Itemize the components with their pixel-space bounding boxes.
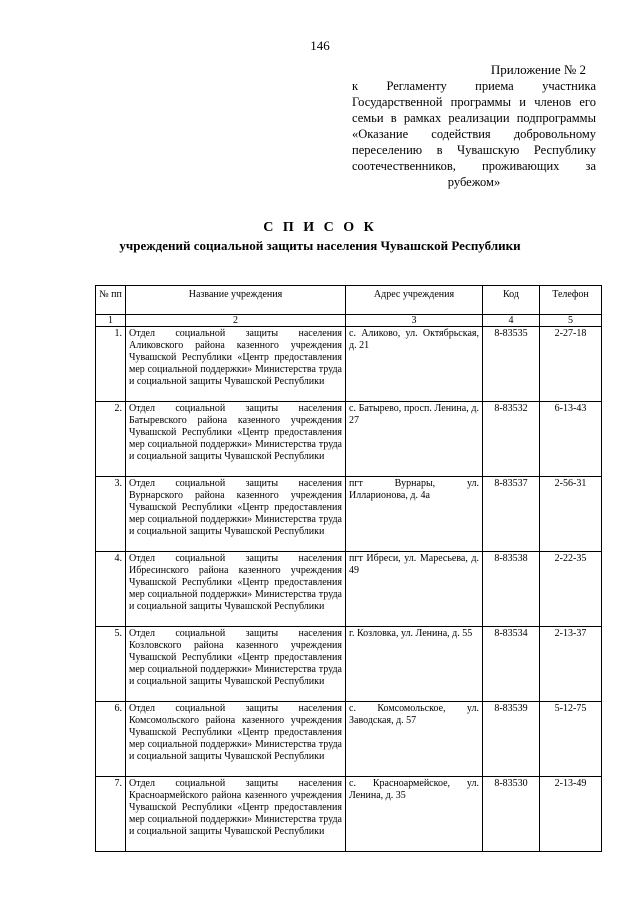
column-number: 2 bbox=[126, 315, 346, 327]
phone-number: 2-27-18 bbox=[540, 327, 602, 402]
institution-name: Отдел социальной защиты населения Ибресинского района казенного учреждения Чувашской Республики «Центр предоставления мер социальной поддержки» Министерства труда и социальной защиты Чувашской Республики bbox=[126, 552, 346, 627]
table-row bbox=[96, 327, 602, 402]
phone-number: 2-13-37 bbox=[540, 627, 602, 702]
phone-code: 8-83538 bbox=[483, 552, 540, 627]
institution-name: Отдел социальной защиты населения Аликовского района казенного учреждения Чувашской Республики «Центр предоставления мер социальной поддержки» Министерства труда и социальной защиты Чувашской Республики bbox=[126, 327, 346, 402]
phone-number: 2-22-35 bbox=[540, 552, 602, 627]
document-subtitle: учреждений социальной защиты населения Чувашской Республики bbox=[119, 238, 521, 253]
row-number: 3. bbox=[96, 477, 126, 552]
institution-address: пгт Ибреси, ул. Маресьева, д. 49 bbox=[346, 552, 483, 627]
table-row bbox=[96, 402, 602, 477]
table-row bbox=[96, 477, 602, 552]
institution-name: Отдел социальной защиты населения Козловского района казенного учреждения Чувашской Республики «Центр предоставления мер социальной поддержки» Министерства труда и социальной защиты Чувашской Республики bbox=[126, 627, 346, 702]
table-header-row bbox=[96, 286, 602, 315]
phone-number: 5-12-75 bbox=[540, 702, 602, 777]
phone-number: 2-56-31 bbox=[540, 477, 602, 552]
institution-address: с. Аликово, ул. Октябрьская, д. 21 bbox=[346, 327, 483, 402]
table-row bbox=[96, 627, 602, 702]
header-name: Название учреждения bbox=[126, 286, 346, 315]
table-row bbox=[96, 702, 602, 777]
institutions-table bbox=[95, 285, 602, 852]
institution-address: с. Комсомольское, ул. Заводская, д. 57 bbox=[346, 702, 483, 777]
phone-code: 8-83530 bbox=[483, 777, 540, 852]
page-number: 146 bbox=[310, 38, 330, 53]
row-number: 7. bbox=[96, 777, 126, 852]
row-number: 5. bbox=[96, 627, 126, 702]
header-address: Адрес учреждения bbox=[346, 286, 483, 315]
appendix-title: Приложение № 2 bbox=[490, 62, 586, 77]
institution-name: Отдел социальной защиты населения Вурнарского района казенного учреждения Чувашской Республики «Центр предоставления мер социальной поддержки» Министерства труда и социальной защиты Чувашской Республики bbox=[126, 477, 346, 552]
header-num: № пп bbox=[96, 286, 126, 315]
phone-code: 8-83532 bbox=[483, 402, 540, 477]
institution-address: с. Красноармейское, ул. Ленина, д. 35 bbox=[346, 777, 483, 852]
header-code: Код bbox=[483, 286, 540, 315]
row-number: 2. bbox=[96, 402, 126, 477]
column-number: 5 bbox=[540, 315, 602, 327]
column-numbers-row bbox=[96, 315, 602, 327]
row-number: 1. bbox=[96, 327, 126, 402]
column-number: 3 bbox=[346, 315, 483, 327]
institution-address: г. Козловка, ул. Ленина, д. 55 bbox=[346, 627, 483, 702]
column-number: 4 bbox=[483, 315, 540, 327]
appendix-body: к Регламенту приема участника Государственной программы и членов его семьи в рамках реализации подпрограммы «Оказание содействия добровольному переселению в Чувашскую Республику соотечественников, проживающих за рубежом» bbox=[352, 79, 596, 189]
institution-name: Отдел социальной защиты населения Батыревского района казенного учреждения Чувашской Республики «Центр предоставления мер социальной поддержки» Министерства труда и социальной защиты Чувашской Республики bbox=[126, 402, 346, 477]
institution-address: пгт Вурнары, ул. Илларионова, д. 4а bbox=[346, 477, 483, 552]
institution-name: Отдел социальной защиты населения Красноармейского района казенного учреждения Чувашской Республики «Центр предоставления мер социальной поддержки» Министерства труда и социальной защиты Чувашской Республики bbox=[126, 777, 346, 852]
table-row bbox=[96, 777, 602, 852]
row-number: 4. bbox=[96, 552, 126, 627]
table-row bbox=[96, 552, 602, 627]
phone-code: 8-83534 bbox=[483, 627, 540, 702]
column-number: 1 bbox=[96, 315, 126, 327]
phone-number: 6-13-43 bbox=[540, 402, 602, 477]
phone-code: 8-83539 bbox=[483, 702, 540, 777]
phone-number: 2-13-49 bbox=[540, 777, 602, 852]
institution-address: с. Батырево, просп. Ленина, д. 27 bbox=[346, 402, 483, 477]
institution-name: Отдел социальной защиты населения Комсомольского района казенного учреждения Чувашской Республики «Центр предоставления мер социальной поддержки» Министерства труда и социальной защиты Чувашской Республики bbox=[126, 702, 346, 777]
row-number: 6. bbox=[96, 702, 126, 777]
document-title: С П И С О К bbox=[263, 220, 377, 235]
header-phone: Телефон bbox=[540, 286, 602, 315]
phone-code: 8-83535 bbox=[483, 327, 540, 402]
appendix-block bbox=[352, 62, 596, 190]
phone-code: 8-83537 bbox=[483, 477, 540, 552]
